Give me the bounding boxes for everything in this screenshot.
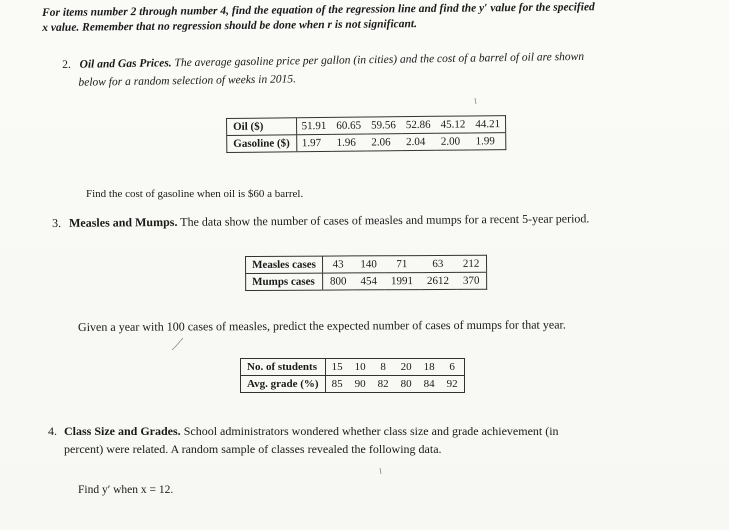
pencil-check-mark <box>172 338 183 350</box>
problem-4-text-line-1: School administrators wondered whether class size and grade achievement (in <box>183 424 559 438</box>
pencil-dash <box>475 98 476 104</box>
table-cell: 2.00 <box>440 135 461 148</box>
table-cell: 44.21 <box>470 116 505 133</box>
table-cell: 370 <box>462 274 480 287</box>
table-cell: 43 <box>322 256 353 273</box>
table-cell: 1.96 <box>336 136 356 149</box>
mumps-row-label: Mumps cases <box>246 273 323 290</box>
table-cell: 15 <box>325 359 349 376</box>
problem-3-question: Given a year with 100 cases of measles, predict the expected number of cases of mumps for that year. <box>78 317 566 334</box>
problem-4-question: Find y′ when x = 12. <box>78 484 174 496</box>
table-cell: 84 <box>423 378 435 390</box>
table-cell: 2.04 <box>405 135 426 149</box>
table-cell: 454 <box>360 275 378 288</box>
table-cell: 92 <box>446 378 458 390</box>
table-cell: 10 <box>349 359 372 376</box>
instructions-line-1: For items number 2 through number 4, find the equation of the regression line and find the y′ value for the specified <box>42 1 595 19</box>
table-cell: 85 <box>331 378 343 390</box>
table-cell: 52.86 <box>401 116 436 133</box>
table-cell: 82 <box>377 378 389 390</box>
table-cell: 8 <box>372 359 395 376</box>
table-cell: 63 <box>420 255 456 272</box>
table-cell: 140 <box>353 256 384 273</box>
problem-3-title: Measles and Mumps. <box>69 214 178 230</box>
table-cell: 2612 <box>426 274 450 288</box>
table-cell: 800 <box>329 275 347 288</box>
table-cell: 212 <box>456 255 487 272</box>
table-cell: 71 <box>384 256 420 273</box>
gasoline-row-label: Gasoline ($) <box>227 135 297 153</box>
measles-row-label: Measles cases <box>246 256 323 273</box>
instructions-line-2: x value. Remember that no regression should be done when r is not significant. <box>42 17 418 34</box>
problem-4-number: 4. <box>48 424 57 438</box>
grade-row-label: Avg. grade (%) <box>241 376 326 393</box>
pencil-dash-2 <box>380 468 381 474</box>
table-cell: 1.99 <box>475 135 495 148</box>
table-cell: 20 <box>395 359 418 376</box>
table-cell: 1991 <box>390 275 414 288</box>
students-row-label: No. of students <box>241 359 326 376</box>
table-cell: 51.91 <box>296 117 331 134</box>
problem-3-number: 3. <box>52 215 62 230</box>
problem-2-question: Find the cost of gasoline when oil is $60 a barrel. <box>86 188 304 200</box>
problem-3-description: The data show the number of cases of measles and mumps for a recent 5-year period. <box>180 211 590 229</box>
table-cell: 60.65 <box>331 117 366 134</box>
problem-4-text-line-2: percent) were related. A random sample of classes revealed the following data. <box>64 442 442 456</box>
problem-2-text-line-2: below for a random selection of weeks in 2015. <box>78 73 297 89</box>
table-cell: 90 <box>354 378 366 390</box>
table-cell: 59.56 <box>366 117 401 134</box>
table-cell: 18 <box>418 359 441 376</box>
problem-2-title: Oil and Gas Prices. <box>79 57 172 71</box>
table-cell: 80 <box>400 378 412 390</box>
table-cell: 6 <box>441 359 465 376</box>
table-cell: 2.06 <box>371 136 391 149</box>
oil-row-label: Oil ($) <box>227 118 297 136</box>
table-cell: 45.12 <box>436 116 471 133</box>
problem-4-title: Class Size and Grades. <box>64 424 181 438</box>
problem-2-text-line-1: The average gasoline price per gallon (in cities) and the cost of a barrel of oil are shown <box>174 50 585 70</box>
table-cell: 1.97 <box>301 137 322 150</box>
problem-2-number: 2. <box>62 58 71 71</box>
